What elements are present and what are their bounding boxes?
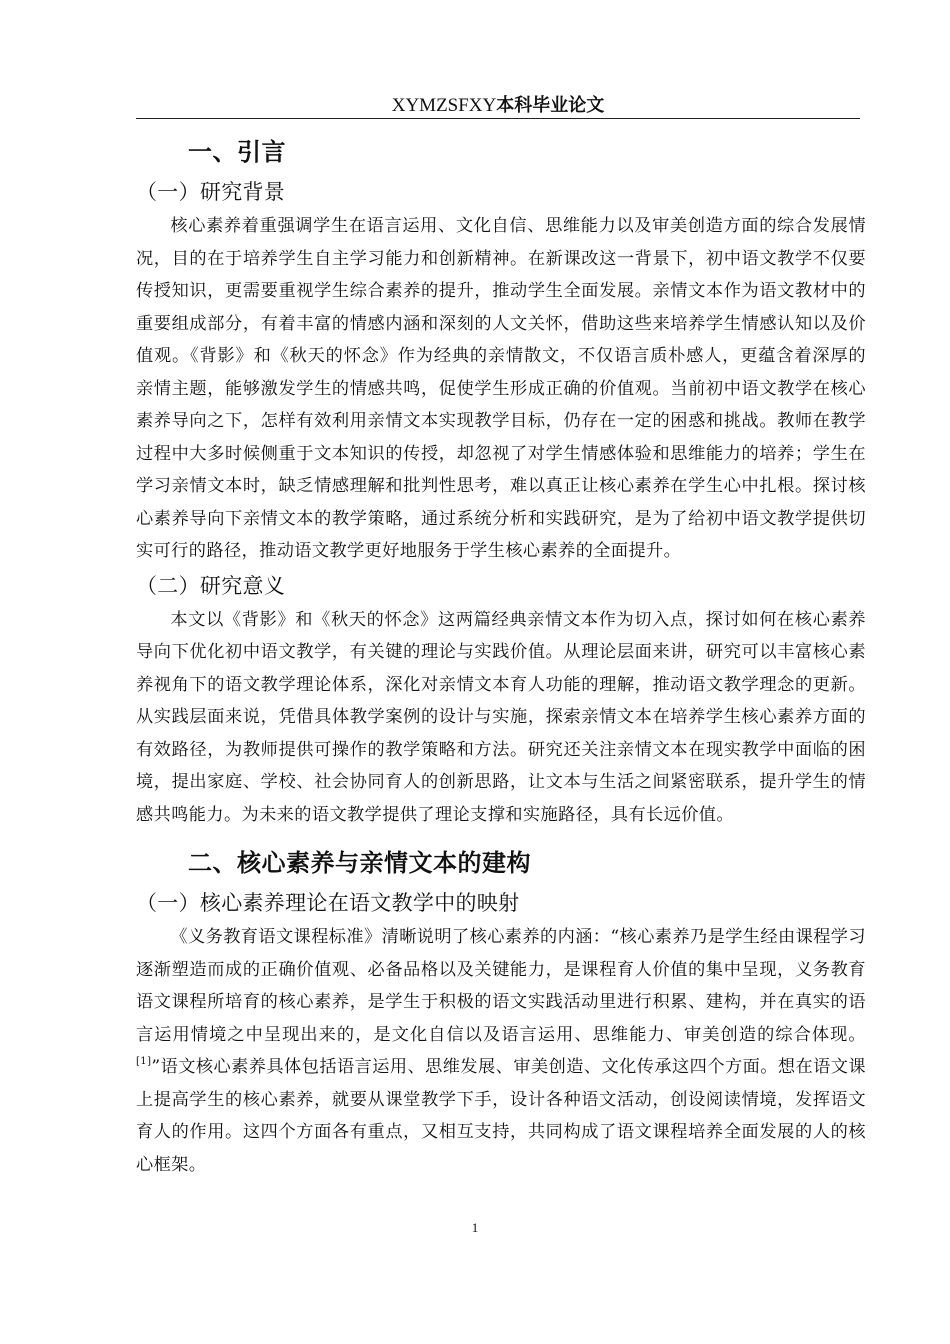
section-1-1-paragraph: 核心素养着重强调学生在语言运用、文化自信、思维能力以及审美创造方面的综合发展情况，目的在于培养学生自主学习能力和创新精神。在新课改这一背景下，初中语文教学不仅要传授知识，更需要重视学生综合素养的提升，推动学生全面发展。亲情文本作为语文教材中的重要组成部分，有着丰富的情感内涵和深刻的人文关怀，借助这些来培养学生情感认知以及价值观。《背影》和《秋天的怀念》作为经典的亲情散文，不仅语言质朴感人，更蕴含着深厚的亲情主题，能够激发学生的情感共鸣，促使学生形成正确的价值观。当前初中语文教学在核心素养导向之下，怎样有效利用亲情文本实现教学目标，仍存在一定的困惑和挑战。教师在教学过程中大多时候侧重于文本知识的传授，却忽视了对学生情感体验和思维能力的培养；学生在学习亲情文本时，缺乏情感理解和批判性思考，难以真正让核心素养在学生心中扎根。探讨核心素养导向下亲情文本的教学策略，通过系统分析和实践研究，是为了给初中语文教学提供切实可行的路径，推动语文教学更好地服务于学生核心素养的全面提升。 (136, 216, 866, 561)
header-title: 本科毕业论文 (496, 95, 605, 116)
page-number: 1 (471, 1220, 479, 1235)
section-1-heading: 一、引言 (188, 138, 286, 166)
citation-reference: [1] (136, 1056, 152, 1067)
section-1-2-heading: （二）研究意义 (136, 573, 286, 598)
section-2-1-paragraph (136, 921, 866, 1181)
document-body (136, 130, 866, 1181)
section-2-heading: 二、核心素养与亲情文本的建构 (188, 849, 531, 877)
paragraph-text-after-citation: ”语文核心素养具体包括语言运用、思维发展、审美创造、文化传承这四个方面。想在语文课上提高学生的核心素养，就要从课堂教学下手，设计各种语文活动，创设阅读情境，发挥语文育人的作用。这四个方面各有重点，又相互支持，共同构成了语文课程培养全面发展的人的核心框架。 (136, 1057, 866, 1175)
paragraph-text-before-citation: 《义务教育语文课程标准》清晰说明了核心素养的内涵：“核心素养乃是学生经由课程学习逐渐塑造而成的正确价值观、必备品格以及关键能力，是课程育人价值的集中呈现，义务教育语文课程所培育的核心素养，是学生于积极的语文实践活动里进行积累、建构，并在真实的语言运用情境之中呈现出来的，是文化自信以及语言运用、思维能力、审美创造的综合体现。 (136, 927, 866, 1045)
page-header (136, 92, 860, 119)
header-code: XYMZSFXY (391, 95, 497, 116)
section-2-1-heading: （一）核心素养理论在语文教学中的映射 (136, 891, 520, 915)
section-1-1-heading: （一）研究背景 (136, 180, 286, 204)
section-1-2-paragraph: 本文以《背影》和《秋天的怀念》这两篇经典亲情文本作为切入点，探讨如何在核心素养导向下优化初中语文教学，有关键的理论与实践价值。从理论层面来讲，研究可以丰富核心素养视角下的语文教学理论体系，深化对亲情文本育人功能的理解，推动语文教学理念的更新。从实践层面来说，凭借具体教学案例的设计与实施，探索亲情文本在培养学生核心素养方面的有效路径，为教师提供可操作的教学策略和方法。研究还关注亲情文本在现实教学中面临的困境，提出家庭、学校、社会协同育人的创新思路，让文本与生活之间紧密联系，提升学生的情感共鸣能力。为未来的语文教学提供了理论支撑和实施路径，具有长远价值。 (136, 609, 866, 825)
